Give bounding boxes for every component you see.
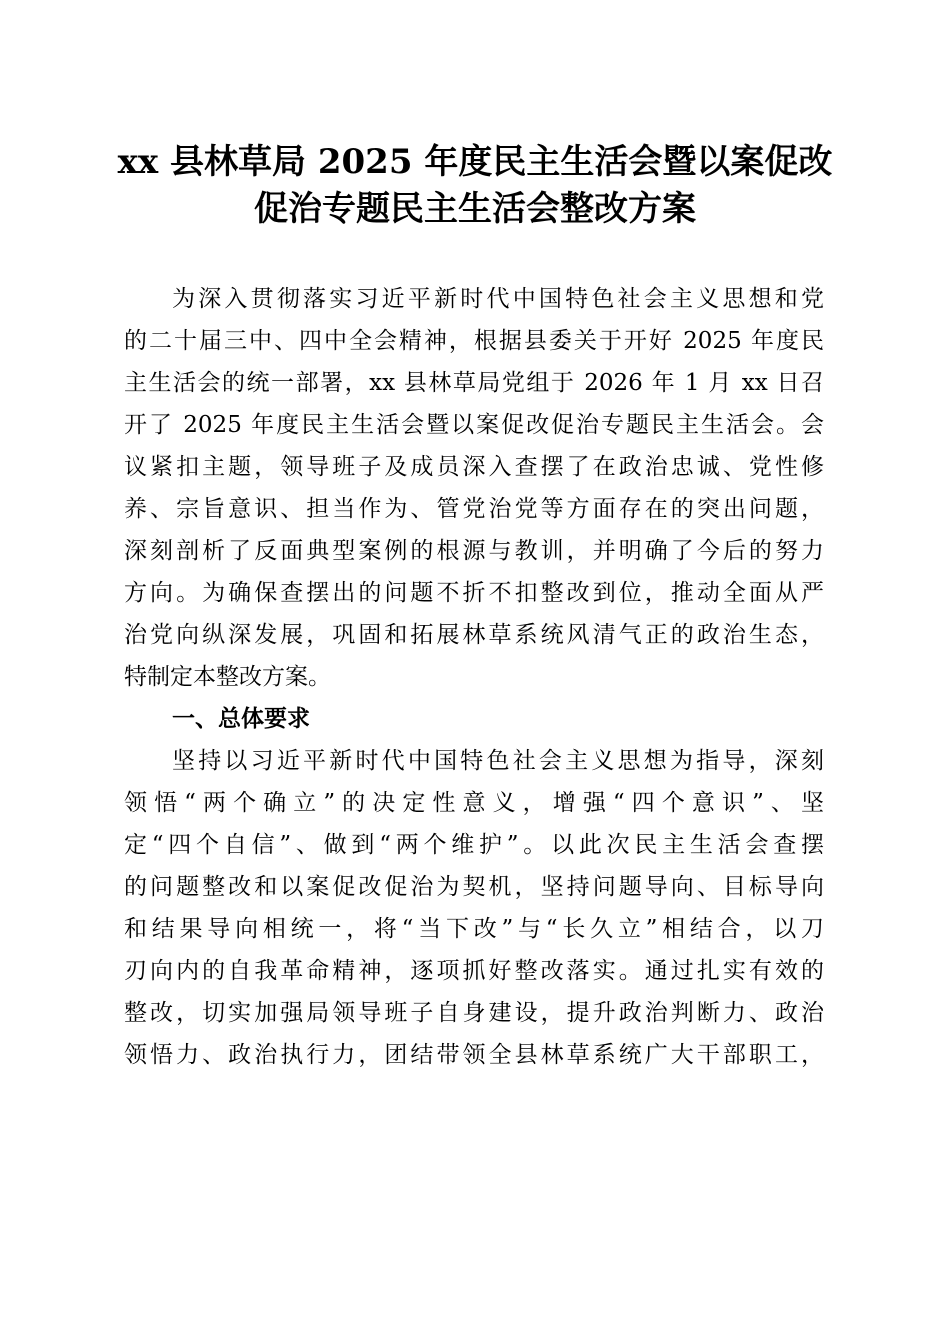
paragraph-line: 刃向内的自我革命精神，逐项抓好整改落实。通过扎实有效的 <box>124 958 824 984</box>
paragraph-line: 整改，切实加强局领导班子自身建设，提升政治判断力、政治 <box>124 1000 824 1026</box>
section-heading: 一、总体要求 <box>172 706 310 732</box>
paragraph-line: 的二十届三中、四中全会精神，根据县委关于开好 2025 年度民 <box>124 328 824 354</box>
document-title-line-1: xx 县林草局 2025 年度民主生活会暨以案促改 <box>117 142 833 182</box>
paragraph-line: 方向。为确保查摆出的问题不折不扣整改到位，推动全面从严 <box>124 580 824 606</box>
paragraph-line: 深刻剖析了反面典型案例的根源与教训，并明确了今后的努力 <box>124 538 824 564</box>
paragraph-line: 养、宗旨意识、担当作为、管党治党等方面存在的突出问题， <box>124 496 824 522</box>
paragraph-line: 坚持以习近平新时代中国特色社会主义思想为指导，深刻 <box>172 748 824 774</box>
paragraph-line: 议紧扣主题，领导班子及成员深入查摆了在政治忠诚、党性修 <box>124 454 824 480</box>
paragraph-line: 的问题整改和以案促改促治为契机，坚持问题导向、目标导向 <box>124 874 824 900</box>
paragraph-line: 为深入贯彻落实习近平新时代中国特色社会主义思想和党 <box>172 286 824 312</box>
paragraph-line: 开了 2025 年度民主生活会暨以案促改促治专题民主生活会。会 <box>124 412 824 438</box>
paragraph-line: 定“四个自信”、做到“两个维护”。以此次民主生活会查摆 <box>124 832 824 858</box>
paragraph-line: 领悟“两个确立”的决定性意义，增强“四个意识”、坚 <box>124 790 824 816</box>
paragraph-line: 和结果导向相统一，将“当下改”与“长久立”相结合，以刀 <box>124 916 824 942</box>
paragraph-line: 治党向纵深发展，巩固和拓展林草系统风清气正的政治生态， <box>124 622 824 648</box>
paragraph-line: 领悟力、政治执行力，团结带领全县林草系统广大干部职工， <box>124 1042 824 1068</box>
paragraph-line: 特制定本整改方案。 <box>124 664 331 690</box>
paragraph-line: 主生活会的统一部署，xx 县林草局党组于 2026 年 1 月 xx 日召 <box>124 370 824 396</box>
document-title-line-2: 促治专题民主生活会整改方案 <box>254 189 696 229</box>
